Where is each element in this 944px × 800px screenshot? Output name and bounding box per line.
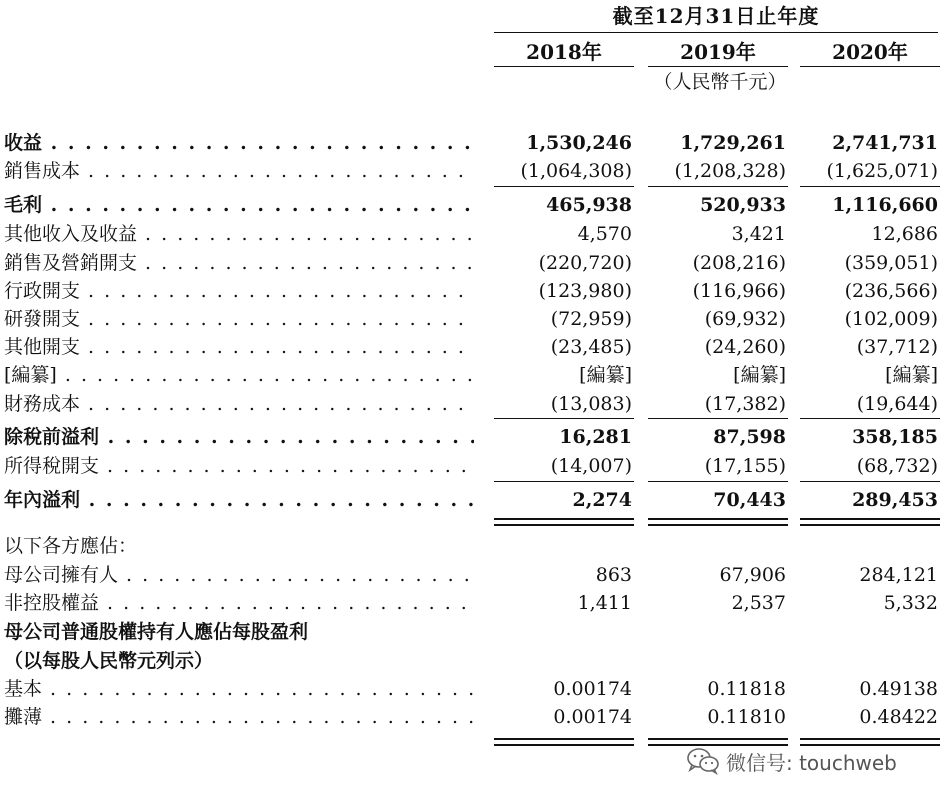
subtotal-rule [648, 418, 788, 419]
row-label: 基本 . . . [4, 675, 474, 704]
cell-2020: (68,732) [856, 455, 938, 477]
cell-2019: 2,537 [731, 592, 786, 614]
cell-2018: (1,064,308) [520, 160, 632, 182]
row-label: 財務成本 . . . [4, 390, 474, 419]
cell-2019: (69,932) [704, 308, 786, 330]
row-cost-of-sales [0, 157, 944, 186]
cell-2020: 284,121 [859, 564, 938, 586]
subtotal-rule [494, 186, 634, 187]
year-header-rule-2019 [648, 66, 788, 67]
wechat-icon [686, 747, 720, 775]
cell-2019: (116,966) [692, 280, 786, 302]
cell-2019: (17,382) [704, 393, 786, 415]
cell-2018: 2,274 [572, 489, 632, 511]
cell-2019: 520,933 [700, 194, 786, 216]
row-label: 以下各方應佔： [4, 535, 138, 557]
cell-2019: [編纂] [733, 364, 786, 386]
cell-2019: 3,421 [731, 223, 786, 245]
cell-2019: 70,443 [713, 489, 786, 511]
watermark [686, 746, 897, 776]
subtotal-rule [494, 481, 634, 482]
total-double-rule [648, 738, 788, 740]
total-double-rule [494, 518, 634, 520]
cell-2018: 0.00174 [553, 706, 632, 728]
cell-2018: (13,083) [550, 393, 632, 415]
cell-2019: 1,729,261 [680, 132, 786, 154]
cell-2019: (24,260) [704, 336, 786, 358]
total-double-rule [494, 744, 634, 746]
year-header-2020: 2020年 [832, 40, 908, 64]
cell-2020: 5,332 [883, 592, 938, 614]
cell-2020: [編纂] [885, 364, 938, 386]
row-label: 攤薄 . . . [4, 703, 474, 732]
cell-2020: 1,116,660 [832, 194, 938, 216]
cell-2020: 358,185 [852, 426, 938, 448]
cell-2018: 465,938 [546, 194, 632, 216]
total-double-rule [494, 738, 634, 740]
row-label: 非控股權益 . . . [4, 589, 474, 618]
subtotal-rule [494, 418, 634, 419]
cell-2018: [編纂] [579, 364, 632, 386]
cell-2019: 67,906 [719, 564, 786, 586]
year-header-2018: 2018年 [526, 40, 602, 64]
cell-2018: (23,485) [550, 336, 632, 358]
row-label: 除稅前溢利 . . . [4, 423, 474, 452]
cell-2020: 2,741,731 [832, 132, 938, 154]
row-label: 母公司普通股權持有人應佔每股盈利 [4, 621, 309, 643]
total-double-rule [494, 524, 634, 526]
cell-2018: (220,720) [538, 252, 632, 274]
subtotal-rule [800, 418, 940, 419]
row-revenue [0, 129, 944, 158]
cell-2018: (123,980) [538, 280, 632, 302]
cell-2020: (19,644) [856, 393, 938, 415]
year-header-rule-2020 [800, 66, 940, 67]
row-other-income [0, 220, 944, 249]
total-double-rule [648, 518, 788, 520]
cell-2020: (359,051) [844, 252, 938, 274]
row-label: 其他收入及收益 . . . [4, 220, 474, 249]
row-label: [編纂] . . . [4, 361, 474, 390]
cell-2018: 16,281 [559, 426, 632, 448]
row-profit-before-tax [0, 423, 944, 452]
total-double-rule [800, 738, 940, 740]
cell-2018: 1,411 [577, 592, 632, 614]
cell-2019: 0.11810 [707, 706, 786, 728]
row-rd-expenses [0, 305, 944, 334]
row-label: 所得稅開支 . . . [4, 452, 474, 481]
row-admin-expenses [0, 277, 944, 306]
row-profit-for-year [0, 486, 944, 515]
subtotal-rule [800, 186, 940, 187]
row-non-controlling-interests [0, 589, 944, 618]
row-eps-diluted [0, 703, 944, 732]
row-eps-unit [0, 647, 944, 676]
period-header: 截至12月31日止年度 [612, 4, 820, 28]
period-header-rule [494, 32, 938, 33]
row-gross-profit [0, 191, 944, 220]
cell-2020: (1,625,071) [826, 160, 938, 182]
unit-label: （人民幣千元） [653, 71, 787, 93]
year-header-2019: 2019年 [680, 40, 756, 64]
total-double-rule [648, 524, 788, 526]
cell-2020: (236,566) [844, 280, 938, 302]
cell-2019: (17,155) [704, 455, 786, 477]
row-label: 銷售及營銷開支 . . . [4, 249, 474, 278]
row-selling-expenses [0, 249, 944, 278]
row-label: 其他開支 . . . [4, 333, 474, 362]
row-owners-of-parent [0, 561, 944, 590]
subtotal-rule [800, 481, 940, 482]
cell-2020: 0.48422 [859, 706, 938, 728]
watermark-text: 微信号: touchweb [726, 750, 897, 775]
row-label: （以每股人民幣元列示） [4, 650, 214, 672]
cell-2018: 1,530,246 [526, 132, 632, 154]
row-label: 毛利 . . . [4, 191, 474, 220]
cell-2019: 0.11818 [707, 678, 786, 700]
total-double-rule [800, 524, 940, 526]
row-eps-heading [0, 618, 944, 647]
subtotal-rule [648, 481, 788, 482]
row-label: 研發開支 . . . [4, 305, 474, 334]
row-label: 年內溢利 . . . [4, 486, 474, 515]
cell-2019: 87,598 [713, 426, 786, 448]
row-label: 行政開支 . . . [4, 277, 474, 306]
row-other-expenses [0, 333, 944, 362]
subtotal-rule [648, 186, 788, 187]
row-label: 銷售成本 . . . [4, 157, 474, 186]
row-attributable-to [0, 532, 944, 561]
cell-2019: (208,216) [692, 252, 786, 274]
row-finance-costs [0, 390, 944, 419]
year-header-rule-2018 [494, 66, 634, 67]
total-double-rule [800, 518, 940, 520]
cell-2020: (102,009) [844, 308, 938, 330]
cell-2018: (72,959) [550, 308, 632, 330]
cell-2020: 289,453 [852, 489, 938, 511]
cell-2020: 12,686 [871, 223, 938, 245]
cell-2018: (14,007) [550, 455, 632, 477]
row-eps-basic [0, 675, 944, 704]
cell-2020: (37,712) [856, 336, 938, 358]
row-redacted [0, 361, 944, 390]
cell-2018: 4,570 [577, 223, 632, 245]
row-income-tax [0, 452, 944, 481]
row-label: 收益 . . . [4, 129, 474, 158]
cell-2019: (1,208,328) [674, 160, 786, 182]
cell-2020: 0.49138 [859, 678, 938, 700]
row-label: 母公司擁有人 . . . [4, 561, 474, 590]
cell-2018: 0.00174 [553, 678, 632, 700]
cell-2018: 863 [595, 564, 632, 586]
